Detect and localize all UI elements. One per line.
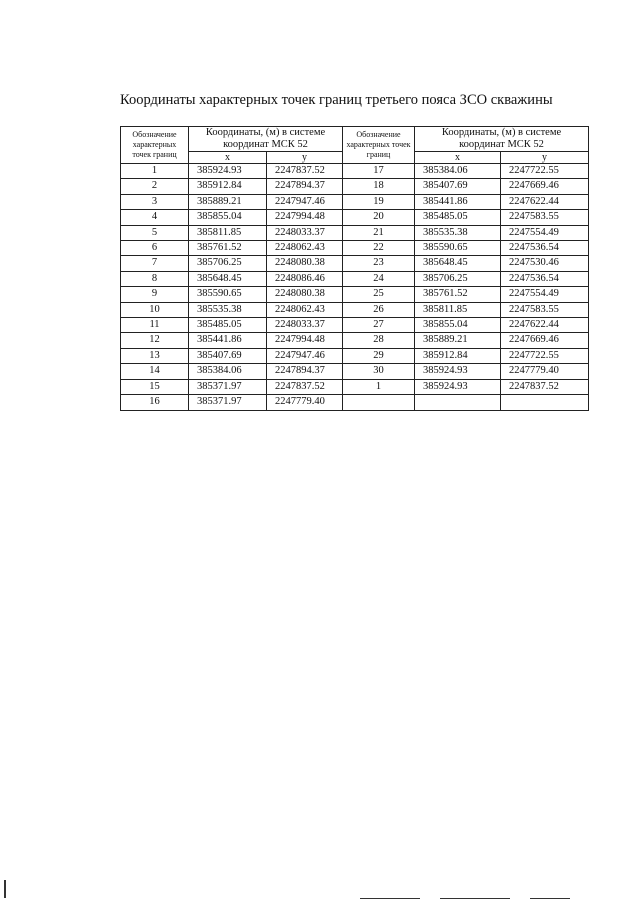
y-column-header-right: y — [501, 152, 589, 164]
point-number-cell: 30 — [343, 364, 415, 379]
x-coordinate-cell: 385590.65 — [189, 287, 267, 302]
y-coordinate-cell: 2247779.40 — [267, 395, 343, 410]
point-number-cell: 21 — [343, 225, 415, 240]
point-number-cell: 10 — [121, 302, 189, 317]
y-coordinate-cell: 2247947.46 — [267, 348, 343, 363]
table-row — [121, 318, 589, 333]
point-number-cell: 16 — [121, 395, 189, 410]
x-coordinate-cell: 385811.85 — [415, 302, 501, 317]
x-coordinate-cell: 385648.45 — [415, 256, 501, 271]
y-coordinate-cell: 2247530.46 — [501, 256, 589, 271]
x-coordinate-cell: 385371.97 — [189, 379, 267, 394]
y-coordinate-cell: 2247583.55 — [501, 210, 589, 225]
point-number-cell: 18 — [343, 179, 415, 194]
scan-line — [530, 898, 570, 899]
scan-mark — [4, 880, 6, 898]
table-row — [121, 210, 589, 225]
table-row — [121, 194, 589, 209]
x-coordinate-cell: 385889.21 — [415, 333, 501, 348]
point-column-header-right: Обозначение характерных точек границ — [343, 127, 415, 164]
x-coordinate-cell: 385811.85 — [189, 225, 267, 240]
x-coordinate-cell: 385441.86 — [415, 194, 501, 209]
y-coordinate-cell: 2247779.40 — [501, 364, 589, 379]
coordinates-column-header-right: Координаты, (м) в системе координат МСК 52 — [415, 127, 589, 152]
x-coordinate-cell: 385407.69 — [189, 348, 267, 363]
point-number-cell: 8 — [121, 271, 189, 286]
x-coordinate-cell: 385924.93 — [415, 379, 501, 394]
x-coordinate-cell: 385912.84 — [189, 179, 267, 194]
point-number-cell: 7 — [121, 256, 189, 271]
table-row — [121, 241, 589, 256]
x-coordinate-cell: 385407.69 — [415, 179, 501, 194]
y-coordinate-cell — [501, 395, 589, 410]
table-row — [121, 302, 589, 317]
y-coordinate-cell: 2247554.49 — [501, 225, 589, 240]
table-row — [121, 379, 589, 394]
y-coordinate-cell: 2247994.48 — [267, 333, 343, 348]
x-coordinate-cell: 385384.06 — [415, 164, 501, 179]
point-number-cell — [343, 395, 415, 410]
x-coordinate-cell: 385441.86 — [189, 333, 267, 348]
point-number-cell: 1 — [121, 164, 189, 179]
point-number-cell: 11 — [121, 318, 189, 333]
point-number-cell: 19 — [343, 194, 415, 209]
scan-line — [440, 898, 510, 899]
point-number-cell: 17 — [343, 164, 415, 179]
coordinates-column-header-left: Координаты, (м) в системе координат МСК 52 — [189, 127, 343, 152]
y-coordinate-cell: 2247669.46 — [501, 179, 589, 194]
table-row — [121, 179, 589, 194]
document-title: Координаты характерных точек границ третьего пояса ЗСО скважины — [120, 92, 553, 108]
point-number-cell: 9 — [121, 287, 189, 302]
table-row — [121, 256, 589, 271]
y-coordinate-cell: 2247837.52 — [267, 164, 343, 179]
y-coordinate-cell: 2248062.43 — [267, 302, 343, 317]
x-coordinate-cell: 385535.38 — [189, 302, 267, 317]
y-coordinate-cell: 2247894.37 — [267, 364, 343, 379]
point-number-cell: 5 — [121, 225, 189, 240]
point-number-cell: 23 — [343, 256, 415, 271]
point-number-cell: 2 — [121, 179, 189, 194]
table-row — [121, 225, 589, 240]
x-coordinate-cell: 385535.38 — [415, 225, 501, 240]
point-number-cell: 22 — [343, 241, 415, 256]
x-coordinate-cell: 385855.04 — [189, 210, 267, 225]
x-coordinate-cell: 385485.05 — [189, 318, 267, 333]
y-coordinate-cell: 2248062.43 — [267, 241, 343, 256]
point-number-cell: 20 — [343, 210, 415, 225]
y-coordinate-cell: 2247622.44 — [501, 194, 589, 209]
x-coordinate-cell: 385924.93 — [415, 364, 501, 379]
table-row — [121, 364, 589, 379]
x-coordinate-cell: 385485.05 — [415, 210, 501, 225]
table-row — [121, 348, 589, 363]
point-number-cell: 15 — [121, 379, 189, 394]
x-coordinate-cell: 385590.65 — [415, 241, 501, 256]
y-coordinate-cell: 2248080.38 — [267, 287, 343, 302]
x-coordinate-cell: 385384.06 — [189, 364, 267, 379]
x-coordinate-cell: 385912.84 — [415, 348, 501, 363]
point-number-cell: 4 — [121, 210, 189, 225]
y-coordinate-cell: 2247837.52 — [501, 379, 589, 394]
point-number-cell: 29 — [343, 348, 415, 363]
table-header-row — [121, 127, 589, 152]
x-coordinate-cell: 385924.93 — [189, 164, 267, 179]
point-number-cell: 25 — [343, 287, 415, 302]
point-number-cell: 6 — [121, 241, 189, 256]
y-coordinate-cell: 2247947.46 — [267, 194, 343, 209]
point-number-cell: 1 — [343, 379, 415, 394]
y-column-header-left: y — [267, 152, 343, 164]
y-coordinate-cell: 2248033.37 — [267, 318, 343, 333]
coordinates-table — [120, 126, 589, 411]
y-coordinate-cell: 2247583.55 — [501, 302, 589, 317]
y-coordinate-cell: 2248033.37 — [267, 225, 343, 240]
point-column-header-left: Обозначение характерных точек границ — [121, 127, 189, 164]
y-coordinate-cell: 2247722.55 — [501, 164, 589, 179]
y-coordinate-cell: 2247536.54 — [501, 271, 589, 286]
y-coordinate-cell: 2248080.38 — [267, 256, 343, 271]
y-coordinate-cell: 2247554.49 — [501, 287, 589, 302]
x-coordinate-cell: 385761.52 — [415, 287, 501, 302]
x-coordinate-cell — [415, 395, 501, 410]
point-number-cell: 14 — [121, 364, 189, 379]
table-row — [121, 395, 589, 410]
y-coordinate-cell: 2247837.52 — [267, 379, 343, 394]
x-coordinate-cell: 385648.45 — [189, 271, 267, 286]
x-coordinate-cell: 385855.04 — [415, 318, 501, 333]
table-row — [121, 333, 589, 348]
x-coordinate-cell: 385761.52 — [189, 241, 267, 256]
y-coordinate-cell: 2247622.44 — [501, 318, 589, 333]
point-number-cell: 26 — [343, 302, 415, 317]
table-row — [121, 164, 589, 179]
x-column-header-right: x — [415, 152, 501, 164]
point-number-cell: 24 — [343, 271, 415, 286]
x-coordinate-cell: 385889.21 — [189, 194, 267, 209]
table-body — [121, 164, 589, 411]
y-coordinate-cell: 2247894.37 — [267, 179, 343, 194]
y-coordinate-cell: 2247722.55 — [501, 348, 589, 363]
table-row — [121, 287, 589, 302]
point-number-cell: 12 — [121, 333, 189, 348]
x-column-header-left: x — [189, 152, 267, 164]
x-coordinate-cell: 385706.25 — [189, 256, 267, 271]
scan-line — [360, 898, 420, 899]
point-number-cell: 13 — [121, 348, 189, 363]
table-row — [121, 271, 589, 286]
x-coordinate-cell: 385706.25 — [415, 271, 501, 286]
y-coordinate-cell: 2247669.46 — [501, 333, 589, 348]
y-coordinate-cell: 2247994.48 — [267, 210, 343, 225]
y-coordinate-cell: 2248086.46 — [267, 271, 343, 286]
point-number-cell: 3 — [121, 194, 189, 209]
x-coordinate-cell: 385371.97 — [189, 395, 267, 410]
point-number-cell: 28 — [343, 333, 415, 348]
point-number-cell: 27 — [343, 318, 415, 333]
y-coordinate-cell: 2247536.54 — [501, 241, 589, 256]
